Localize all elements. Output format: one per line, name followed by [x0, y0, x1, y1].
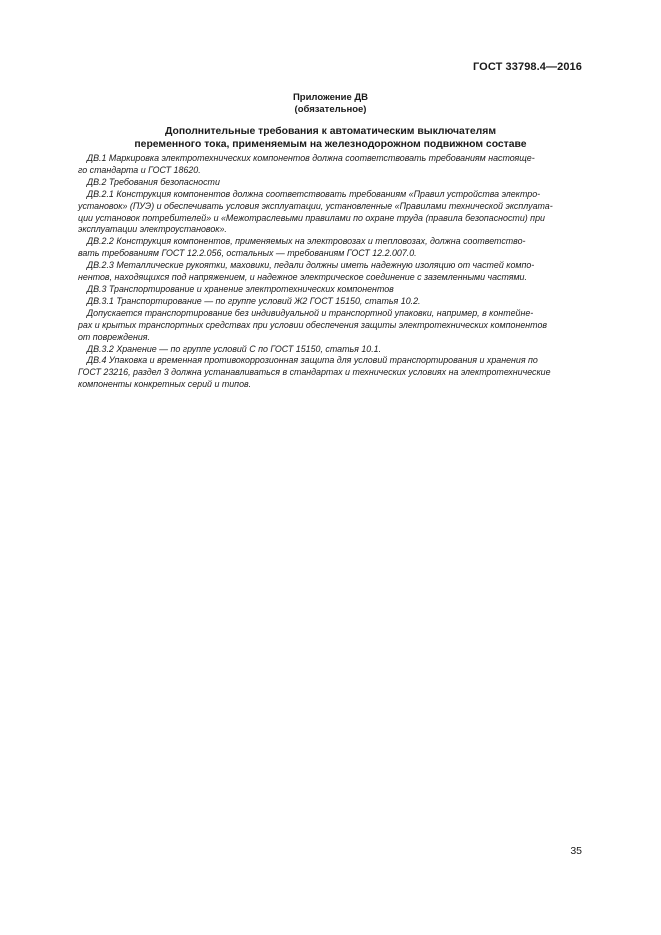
- body-line: ДВ.1 Маркировка электротехнических компонентов должна соответствовать требованиям настояще-: [86, 153, 535, 163]
- annex-body: [78, 153, 584, 391]
- body-line: установок» (ПУЭ) и обеспечивать условия эксплуатации, установленные «Правилами технической эксплуата-: [78, 200, 553, 211]
- body-line: ДВ.2.3 Металлические рукоятки, маховики, педали должны иметь надежную изоляцию от частей компо-: [86, 260, 535, 271]
- body-line: ДВ.2.2 Конструкция компонентов, применяемых на электровозах и тепловозах, должна соответство-: [86, 236, 526, 247]
- body-line: ДВ.2 Требования безопасности: [86, 176, 220, 187]
- body-line: от повреждения.: [78, 331, 150, 342]
- body-line: эксплуатации электроустановок».: [78, 224, 227, 235]
- body-line: ции установок потребителей» и «Межотраслевыми правилами по охране труда (правила безопасности) при: [78, 212, 545, 223]
- document-header-standard-id: ГОСТ 33798.4—2016: [472, 61, 582, 73]
- page-number: 35: [570, 845, 582, 857]
- body-line: ДВ.4 Упаковка и временная противокоррозионная защита для условий транспортирования и хранения по: [86, 355, 538, 366]
- body-line: рах и крытых транспортных средствах при условии обеспечения защиты электротехнических компонентов: [78, 319, 548, 330]
- annex-label: Приложение ДВ: [292, 92, 369, 103]
- body-line: Допускается транспортирование без индивидуальной и транспортной упаковки, например, в контейне-: [86, 307, 534, 318]
- body-line: ДВ.2.1 Конструкция компонентов должна соответствовать требованиям «Правил устройства электро-: [86, 188, 541, 199]
- annex-status: (обязательное): [294, 104, 367, 115]
- annex-title: [0, 125, 661, 151]
- annex-title-line-2: переменного тока, применяемым на железнодорожном подвижном составе: [134, 139, 527, 150]
- body-line: компоненты конкретных серий и типов.: [78, 379, 252, 390]
- body-line: ГОСТ 23216, раздел 3 должна устанавливаться в стандартах и технических условиях на электротехнические: [78, 367, 551, 378]
- annex-heading: [0, 92, 661, 116]
- body-line: ДВ.3.2 Хранение — по группе условий С по ГОСТ 15150, статья 10.1.: [86, 343, 382, 354]
- body-line: го стандарта и ГОСТ 18620.: [78, 164, 201, 175]
- body-line: вать требованиям ГОСТ 12.2.056, остальных — требованиям ГОСТ 12.2.007.0.: [78, 248, 417, 259]
- body-line: ДВ.3 Транспортирование и хранение электротехнических компонентов: [86, 283, 394, 294]
- body-line: ДВ.3.1 Транспортирование — по группе условий Ж2 ГОСТ 15150, статья 10.2.: [86, 295, 421, 306]
- body-line: нентов, находящихся под напряжением, и надежное электрическое соединение с заземленными частями.: [78, 272, 527, 283]
- annex-title-line-1: Дополнительные требования к автоматическим выключателям: [164, 126, 497, 137]
